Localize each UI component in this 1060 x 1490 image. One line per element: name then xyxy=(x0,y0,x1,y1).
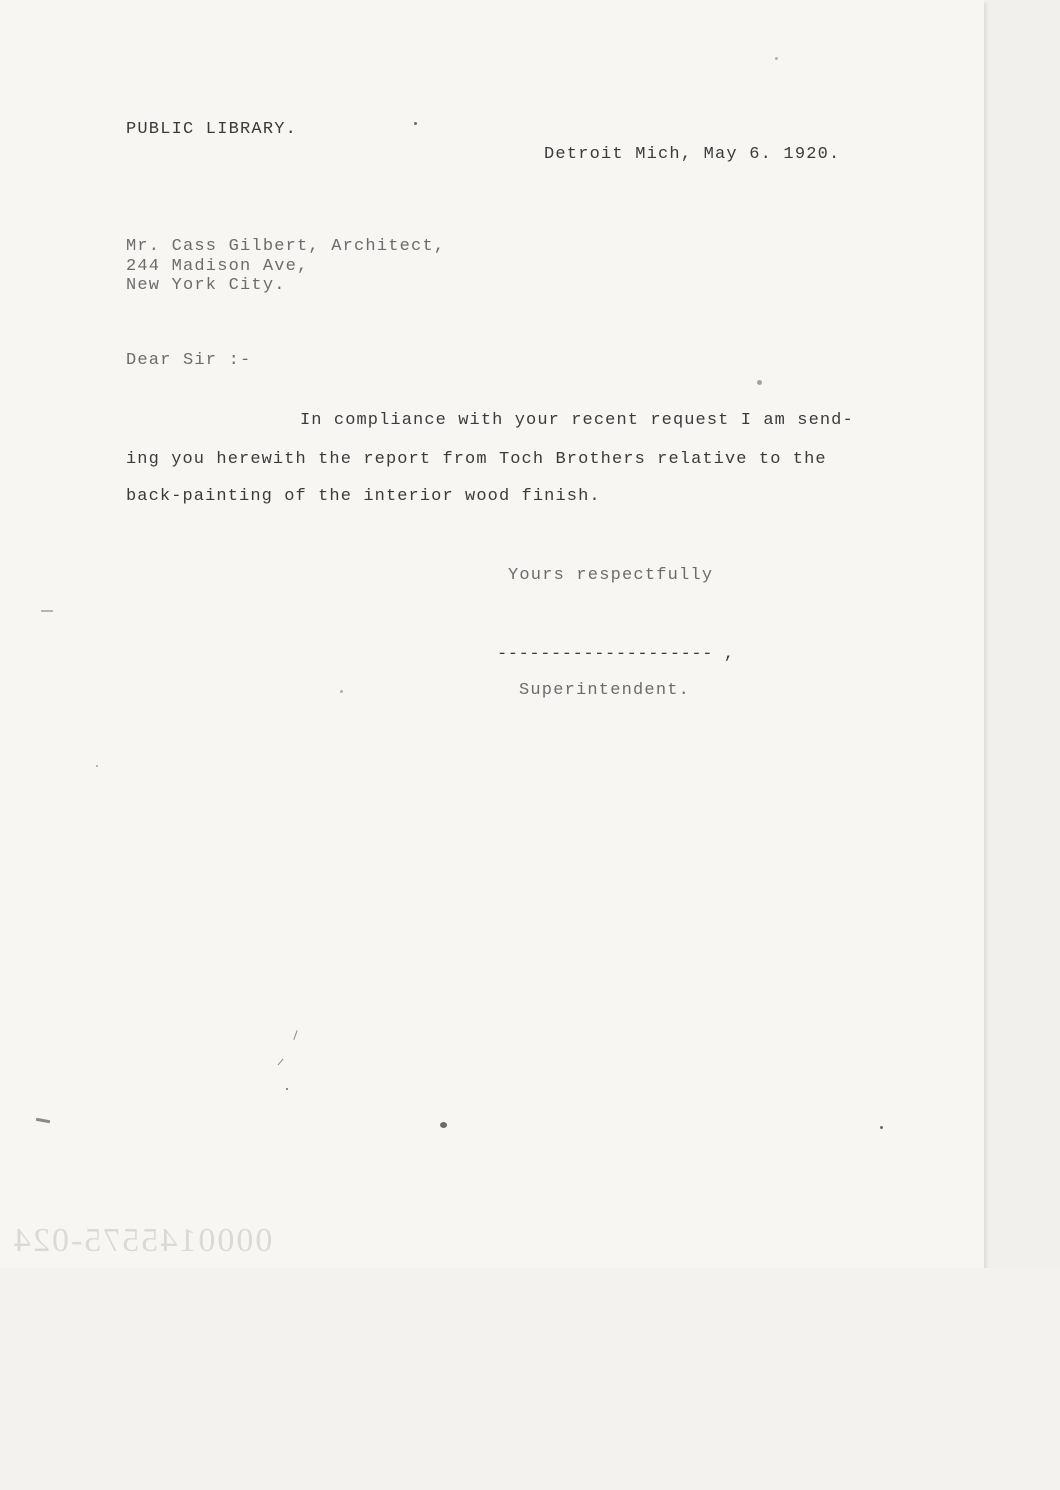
signature-title: Superintendent. xyxy=(519,681,691,700)
paper-speck xyxy=(340,690,343,693)
recipient-line-2: 244 Madison Ave, xyxy=(126,257,309,276)
body-line-3: back-painting of the interior wood finish. xyxy=(126,487,601,506)
signature-line: -------------------- , xyxy=(497,645,735,664)
paper-speck xyxy=(775,57,778,60)
recipient-line-1: Mr. Cass Gilbert, Architect, xyxy=(126,237,446,256)
body-line-1: In compliance with your recent request I am send- xyxy=(300,411,854,430)
scanner-backdrop xyxy=(0,1268,1060,1490)
paper-speck xyxy=(757,380,762,385)
paper-mark xyxy=(293,1030,297,1040)
archive-stamp: 0000145575-024 xyxy=(12,1222,273,1259)
closing: Yours respectfully xyxy=(508,566,714,585)
body-line-2: ing you herewith the report from Toch Brothers relative to the xyxy=(126,450,827,469)
paper-mark xyxy=(278,1059,284,1066)
paper-mark xyxy=(41,610,53,612)
paper-speck xyxy=(414,122,417,125)
paper-speck xyxy=(440,1122,447,1128)
recipient-line-3: New York City. xyxy=(126,276,286,295)
paper-speck xyxy=(880,1126,883,1129)
paper-speck xyxy=(286,1088,288,1090)
paper-mark xyxy=(36,1118,50,1123)
paper-speck xyxy=(96,765,98,767)
letterhead-institution: PUBLIC LIBRARY. xyxy=(126,120,298,139)
date-line: Detroit Mich, May 6. 1920. xyxy=(544,145,841,164)
salutation: Dear Sir :- xyxy=(126,351,252,370)
